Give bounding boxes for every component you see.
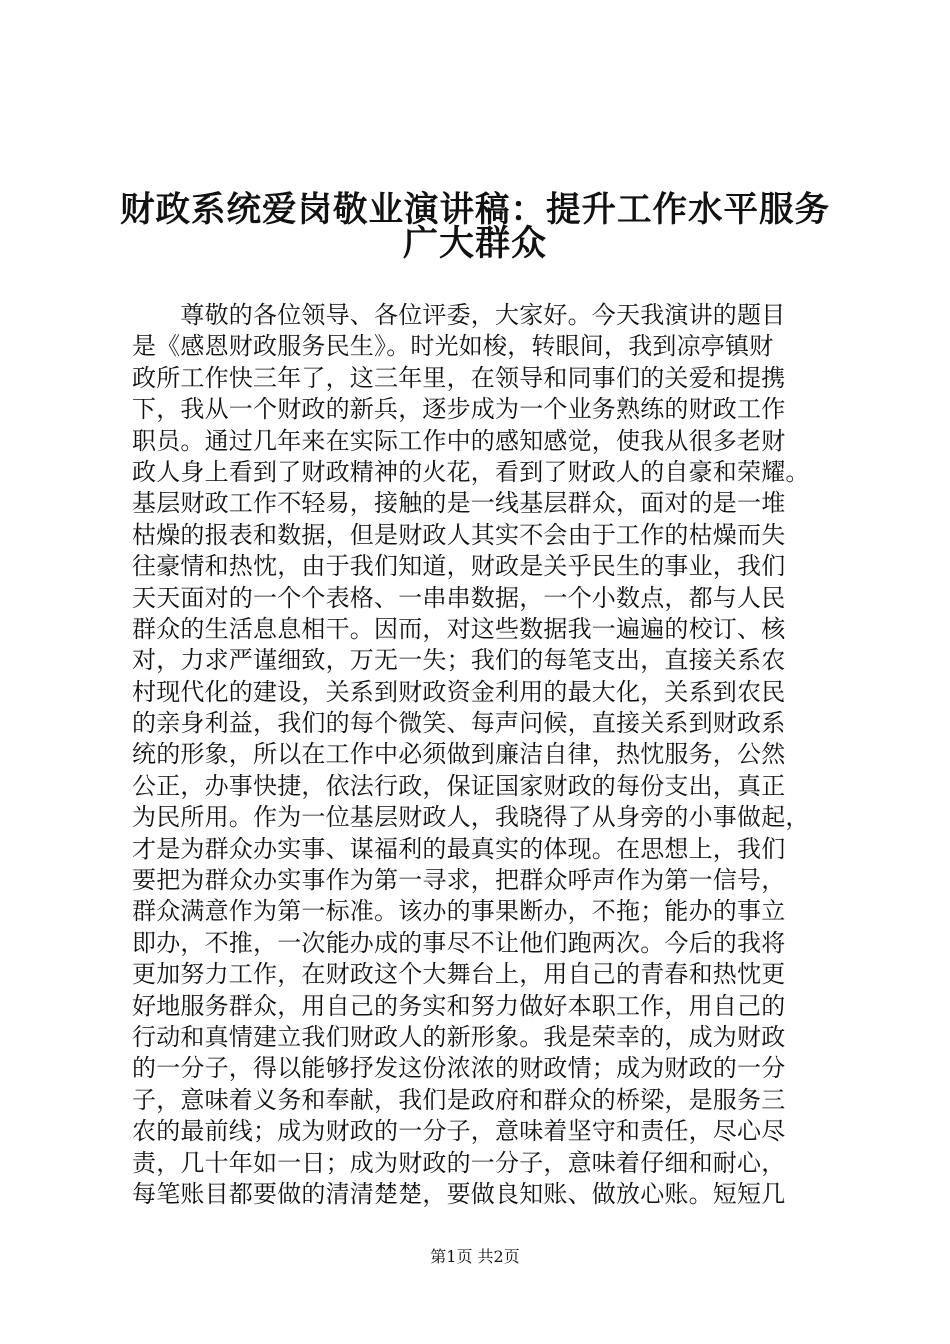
- body-line: 群众的生活息息相干。因而，对这些数据我一遍遍的校订、核: [132, 614, 786, 643]
- body-line: 天天面对的一个个表格、一串串数据，一个小数点，都与人民: [132, 583, 786, 612]
- document-title-line-2: 广大群众: [402, 223, 547, 264]
- body-line: 统的形象，所以在工作中必须做到廉洁自律，热忱服务，公然: [132, 740, 786, 769]
- body-line: 更加努力工作，在财政这个大舞台上，用自己的青春和热忱更: [132, 960, 786, 989]
- body-line: 才是为群众办实事、谋福利的最真实的体现。在思想上，我们: [132, 834, 786, 863]
- body-line: 往豪情和热忱，由于我们知道，财政是关乎民生的事业，我们: [132, 552, 786, 581]
- body-line: 下，我从一个财政的新兵，逐步成为一个业务熟练的财政工作: [132, 395, 786, 424]
- body-line: 公正，办事快捷，依法行政，保证国家财政的每份支出，真正: [132, 771, 786, 800]
- body-line: 群众满意作为第一标准。该办的事果断办，不拖；能办的事立: [132, 897, 786, 926]
- body-line: 村现代化的建设，关系到财政资金利用的最大化，关系到农民: [132, 677, 786, 706]
- speech-body: [132, 300, 832, 1210]
- body-line: 行动和真情建立我们财政人的新形象。我是荣幸的，成为财政: [132, 1022, 786, 1051]
- body-line: 要把为群众办实事作为第一寻求，把群众呼声作为第一信号，: [132, 866, 786, 895]
- body-line: 的一分子，得以能够抒发这份浓浓的财政情；成为财政的一分: [132, 1054, 786, 1083]
- body-line: 每笔账目都要做的清清楚楚，要做良知账、做放心账。短短几: [132, 1179, 786, 1208]
- body-line: 责，几十年如一日；成为财政的一分子，意味着仔细和耐心，: [132, 1148, 786, 1177]
- body-line: 农的最前线；成为财政的一分子，意味着坚守和责任，尽心尽: [132, 1117, 786, 1146]
- body-line: 政人身上看到了财政精神的火花，看到了财政人的自豪和荣耀。: [132, 457, 810, 486]
- body-line: 子，意味着义务和奉献，我们是政府和群众的桥梁，是服务三: [132, 1085, 786, 1114]
- body-line: 基层财政工作不轻易，接触的是一线基层群众，面对的是一堆: [132, 489, 786, 518]
- body-line: 是《感恩财政服务民生》。时光如梭，转眼间，我到凉亭镇财: [132, 332, 774, 361]
- page-footer: 第1页 共2页: [430, 1247, 520, 1266]
- body-line: 为民所用。作为一位基层财政人，我晓得了从身旁的小事做起，: [132, 803, 810, 832]
- body-line: 对，力求严谨细致，万无一失；我们的每笔支出，直接关系农: [132, 646, 786, 675]
- body-line: 即办，不推，一次能办成的事尽不让他们跑两次。今后的我将: [132, 928, 786, 957]
- body-line: 的亲身利益，我们的每个微笑、每声问候，直接关系到财政系: [132, 709, 786, 738]
- body-line: 好地服务群众，用自己的务实和努力做好本职工作，用自己的: [132, 991, 786, 1020]
- body-line: 职员。通过几年来在实际工作中的感知感觉，使我从很多老财: [132, 426, 786, 455]
- body-line: 尊敬的各位领导、各位评委，大家好。今天我演讲的题目: [132, 301, 786, 329]
- body-line: 枯燥的报表和数据，但是财政人其实不会由于工作的枯燥而失: [132, 520, 786, 549]
- document-title-line-1: 财政系统爱岗敬业演讲稿：提升工作水平服务: [120, 190, 830, 230]
- body-line: 政所工作快三年了，这三年里，在领导和同事们的关爱和提携: [132, 363, 786, 392]
